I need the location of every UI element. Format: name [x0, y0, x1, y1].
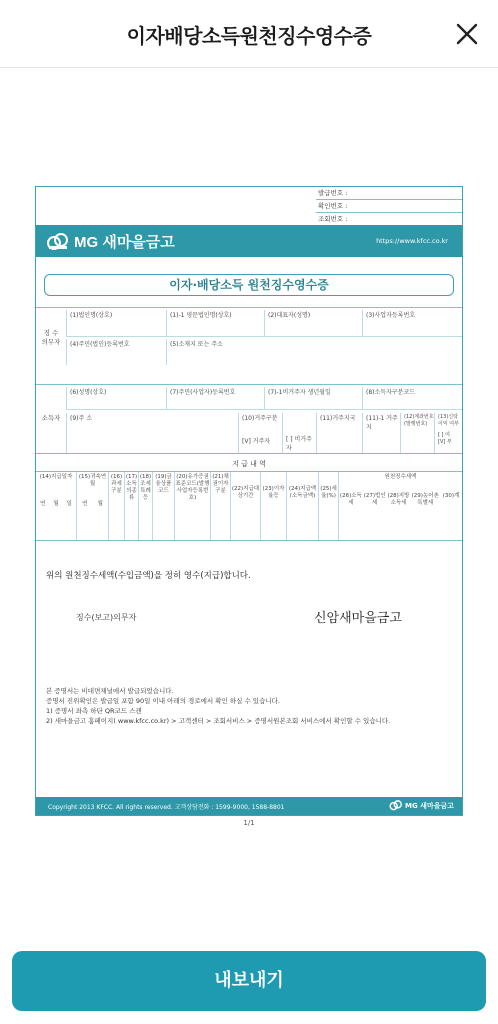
col-pay-amount: (24)지급액(소득금액) [286, 472, 318, 540]
trust-no: [V] 부 [438, 439, 452, 445]
col-tax-rate: (25)세율(%) [318, 472, 338, 540]
col-withholding [338, 472, 462, 540]
earner-field-6: (6)성명(상호) [66, 387, 166, 409]
lookup-number-label: 조회번호 : [316, 213, 463, 226]
earner-field-9: (9)주 소 [66, 413, 238, 453]
footer-brand-name: MG 새마을금고 [405, 801, 454, 810]
payer-field-1-1: (1)-1 영문법인명(상호) [166, 310, 264, 336]
payer-field-4: (4)주민(법인)등록번호 [66, 339, 166, 365]
sub-total: (30)계 [442, 493, 460, 499]
close-icon [450, 17, 484, 51]
page-indicator: 1/1 [243, 819, 255, 827]
col-tax-class: (16)과세구분 [108, 472, 124, 540]
payer-field-5: (5)소재지 또는 주소 [166, 339, 462, 365]
issuer-label: 징수(보고)의무자 [76, 613, 137, 622]
sub-day: 일 [66, 501, 72, 507]
document-notes [46, 686, 456, 726]
document-title: 이자·배당소득 원천징수영수증 [44, 274, 454, 296]
col-product-code: (19)금융상품코드 [152, 472, 174, 540]
confirmation-statement: 위의 원천징수세액(수입금액)을 정히 영수(지급)합니다. [46, 571, 251, 581]
attr-subs [77, 501, 108, 508]
col-interest-rate: (23)이자율등 [260, 472, 286, 540]
col-attribution [76, 472, 108, 540]
note-line: 증명서 진위확인은 발급일 포함 90일 이내 아래의 경로에서 확인 하실 수 있습니다. [46, 697, 280, 705]
resident-option: [V] 거주자 [242, 438, 271, 445]
brand-name: MG 새마을금고 [74, 234, 175, 251]
date-subs [36, 501, 76, 508]
col-header: (15)귀속연월 [78, 474, 107, 487]
export-button[interactable]: 내보내기 [12, 951, 486, 1011]
trust-yes: [ ] 여 [438, 432, 450, 438]
mg-logo-icon [46, 233, 70, 251]
payer-field-2: (2)대표자(성명) [264, 310, 362, 336]
footer-copyright: Copyright 2013 KFCC. All rights reserved. 고객상담전화 : 1599-9000, 1588-8801 [48, 804, 285, 811]
sub-month: 월 [53, 501, 59, 507]
earner-field-11: (11)거주지국 [316, 413, 362, 453]
sub-month: 월 [97, 501, 103, 507]
sub-income-tax: (26)소득세 [339, 493, 362, 506]
note-line: 2) 새마을금고 홈페이지( www.kfcc.co.kr) > 고객센터 > 조회서비스 > 증명서원본조회 서비스에서 확인할 수 있습니다. [46, 717, 391, 725]
confirm-number-label: 확인번호 : [316, 200, 463, 213]
sub-year: 연 [40, 501, 46, 507]
col-securities-code: (20)유가증권표준코드(발행사업자등록번호) [174, 472, 210, 540]
nonresident-option: [ ] 비거주자 [286, 436, 312, 452]
earner-field-10b [282, 413, 316, 453]
brand-url: https://www.kfcc.co.kr [376, 237, 448, 245]
payment-details-grid [36, 471, 462, 541]
app-header [0, 0, 498, 68]
close-button[interactable] [450, 17, 484, 51]
payer-field-3: (3)사업자등록번호 [362, 310, 462, 336]
brand-logo [46, 231, 175, 252]
payment-details-title: 지 급 내 역 [232, 460, 266, 468]
page-title: 이자배당소득원천징수영수증 [126, 24, 372, 48]
note-line: 1) 증명서 좌측 하단 QR코드 스캔 [46, 707, 142, 715]
earner-divider [66, 409, 462, 410]
earner-field-12: (12)계좌번호 (발행번호) [400, 413, 434, 453]
note-line: 본 증명서는 비대면채널에서 발급되었습니다. [46, 687, 174, 695]
col-header: (14)지급일자 [39, 474, 73, 480]
document-footer [36, 797, 462, 815]
sub-corp-tax: (27)법인세 [363, 493, 386, 506]
col-header: 원천징수세액 [384, 474, 417, 480]
receipt-document[interactable] [35, 186, 463, 816]
payer-label: 징 수 의무자 [41, 329, 61, 346]
col-pay-period: (22)지급대상기간 [230, 472, 260, 540]
trust-label: (13)신탁이익 여부 [438, 414, 459, 427]
withholding-subs [339, 493, 462, 507]
col-bond-interest: (21)채권이자구분 [210, 472, 230, 540]
earner-field-7-1: (7)-1비거주자 생년월일 [264, 387, 362, 409]
mg-logo-icon [389, 800, 403, 811]
payer-field-1: (1)법인명(상호) [66, 310, 166, 336]
document-banner [36, 225, 462, 257]
earner-field-13 [434, 413, 462, 453]
earner-label: 소득자 [41, 414, 61, 422]
earner-section [36, 384, 462, 454]
sub-local-tax: (28)지방소득세 [387, 493, 410, 506]
sub-rural-tax: (29)농어촌특별세 [411, 493, 439, 506]
earner-field-7: (7)주민(사업자)등록번호 [166, 387, 264, 409]
residence-type-label: (10)거주구분 [242, 415, 278, 422]
footer-brand [389, 800, 454, 811]
sub-year: 연 [82, 501, 88, 507]
earner-field-11-1: (11)-1 거주지 [362, 413, 400, 453]
payer-section [36, 307, 462, 365]
earner-field-10 [238, 413, 282, 453]
issue-number-label: 발급번호 : [316, 187, 463, 200]
payer-divider [66, 336, 462, 337]
col-tax-special: (18)조세특례등 [138, 472, 152, 540]
earner-field-8: (8)소득자구분코드 [362, 387, 462, 409]
col-payment-date [36, 472, 76, 540]
issuer-name: 신암새마을금고 [314, 611, 402, 626]
col-income-type: (17)소득의종류 [124, 472, 138, 540]
issue-number-box [316, 187, 463, 226]
